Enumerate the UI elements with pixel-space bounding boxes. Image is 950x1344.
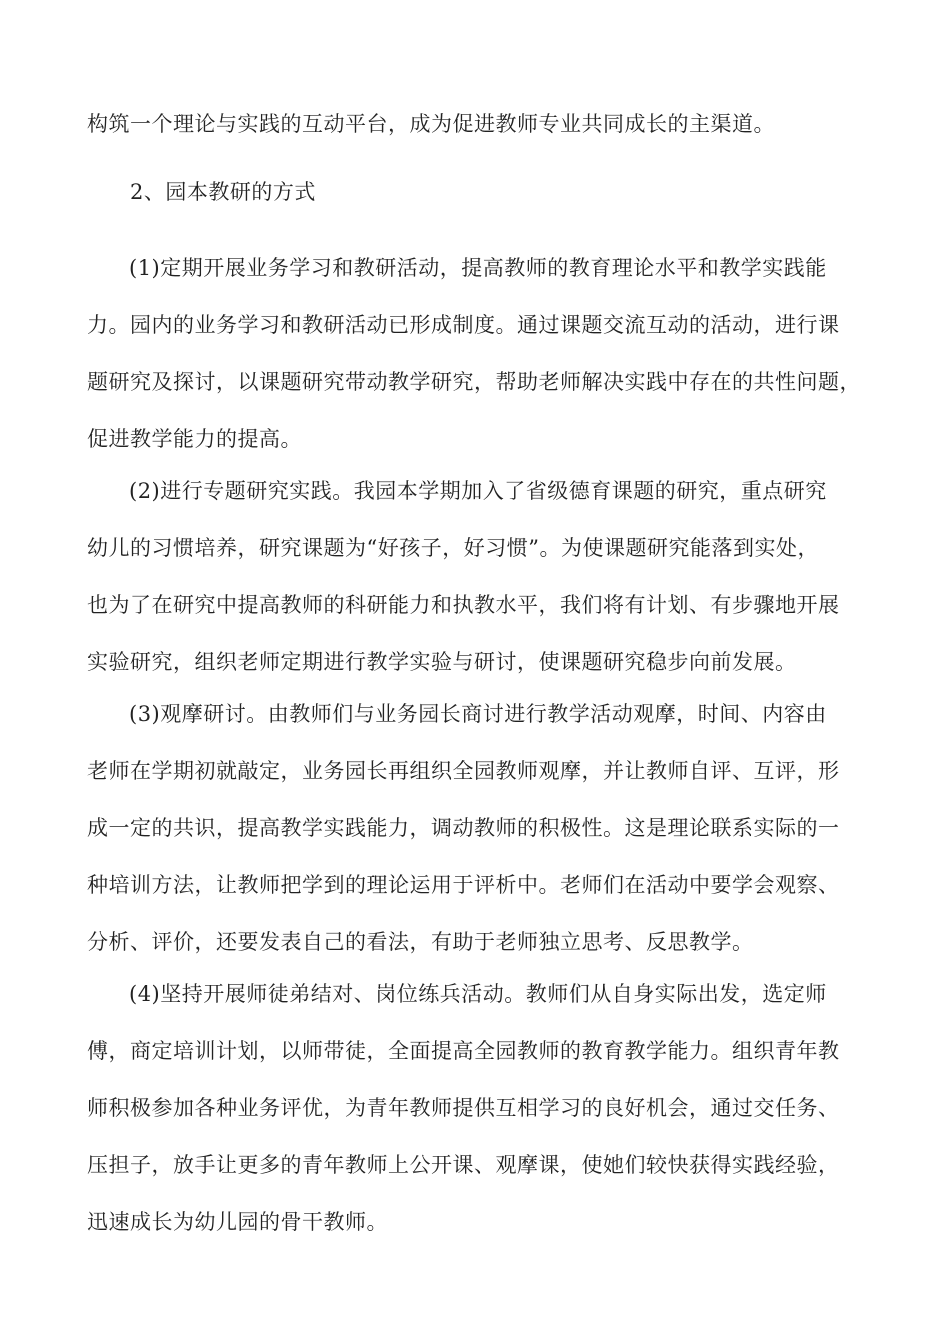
text-line: 也为了在研究中提高教师的科研能力和执教水平，我们将有计划、有步骤地开展	[87, 593, 840, 617]
text-line: 实验研究，组织老师定期进行教学实验与研讨，使课题研究稳步向前发展。	[87, 650, 797, 674]
text-line: 迅速成长为幼儿园的骨干教师。	[87, 1210, 388, 1234]
heading-text: 2、园本教研的方式	[130, 180, 316, 204]
text-line: 老师在学期初就敲定，业务园长再组织全园教师观摩，并让教师自评、互评，形	[87, 759, 840, 783]
continuation-line	[87, 96, 877, 153]
text-line: 幼儿的习惯培养，研究课题为“好孩子，好习惯”。为使课题研究能落到实处，	[87, 536, 819, 560]
text-line: 促进教学能力的提高。	[87, 427, 302, 451]
text-line: 师积极参加各种业务评优，为青年教师提供互相学习的良好机会，通过交任务、	[87, 1096, 840, 1120]
paragraph-2	[87, 463, 877, 691]
text-line: 分析、评价，还要发表自己的看法，有助于老师独立思考、反思教学。	[87, 930, 754, 954]
text-line: (1)定期开展业务学习和教研活动，提高教师的教育理论水平和教学实践能	[129, 256, 827, 280]
text-line: 构筑一个理论与实践的互动平台，成为促进教师专业共同成长的主渠道。	[87, 112, 775, 136]
text-line: 种培训方法，让教师把学到的理论运用于评析中。老师们在活动中要学会观察、	[87, 873, 840, 897]
text-line: (3)观摩研讨。由教师们与业务园长商讨进行教学活动观摩，时间、内容由	[129, 702, 827, 726]
text-line: (4)坚持开展师徒弟结对、岗位练兵活动。教师们从自身实际出发，选定师	[129, 982, 827, 1006]
paragraph-1	[87, 240, 877, 468]
text-line: 题研究及探讨，以课题研究带动教学研究，帮助老师解决实践中存在的共性问题，	[87, 370, 861, 394]
text-line: 傅，商定培训计划，以师带徒，全面提高全园教师的教育教学能力。组织青年教	[87, 1039, 840, 1063]
section-heading	[130, 164, 920, 221]
text-line: 力。园内的业务学习和教研活动已形成制度。通过课题交流互动的活动，进行课	[87, 313, 840, 337]
text-line: (2)进行专题研究实践。我园本学期加入了省级德育课题的研究，重点研究	[129, 479, 827, 503]
text-line: 成一定的共识，提高教学实践能力，调动教师的积极性。这是理论联系实际的一	[87, 816, 840, 840]
paragraph-3	[87, 686, 877, 971]
paragraph-4	[87, 966, 877, 1251]
text-line: 压担子，放手让更多的青年教师上公开课、观摩课，使她们较快获得实践经验，	[87, 1153, 840, 1177]
